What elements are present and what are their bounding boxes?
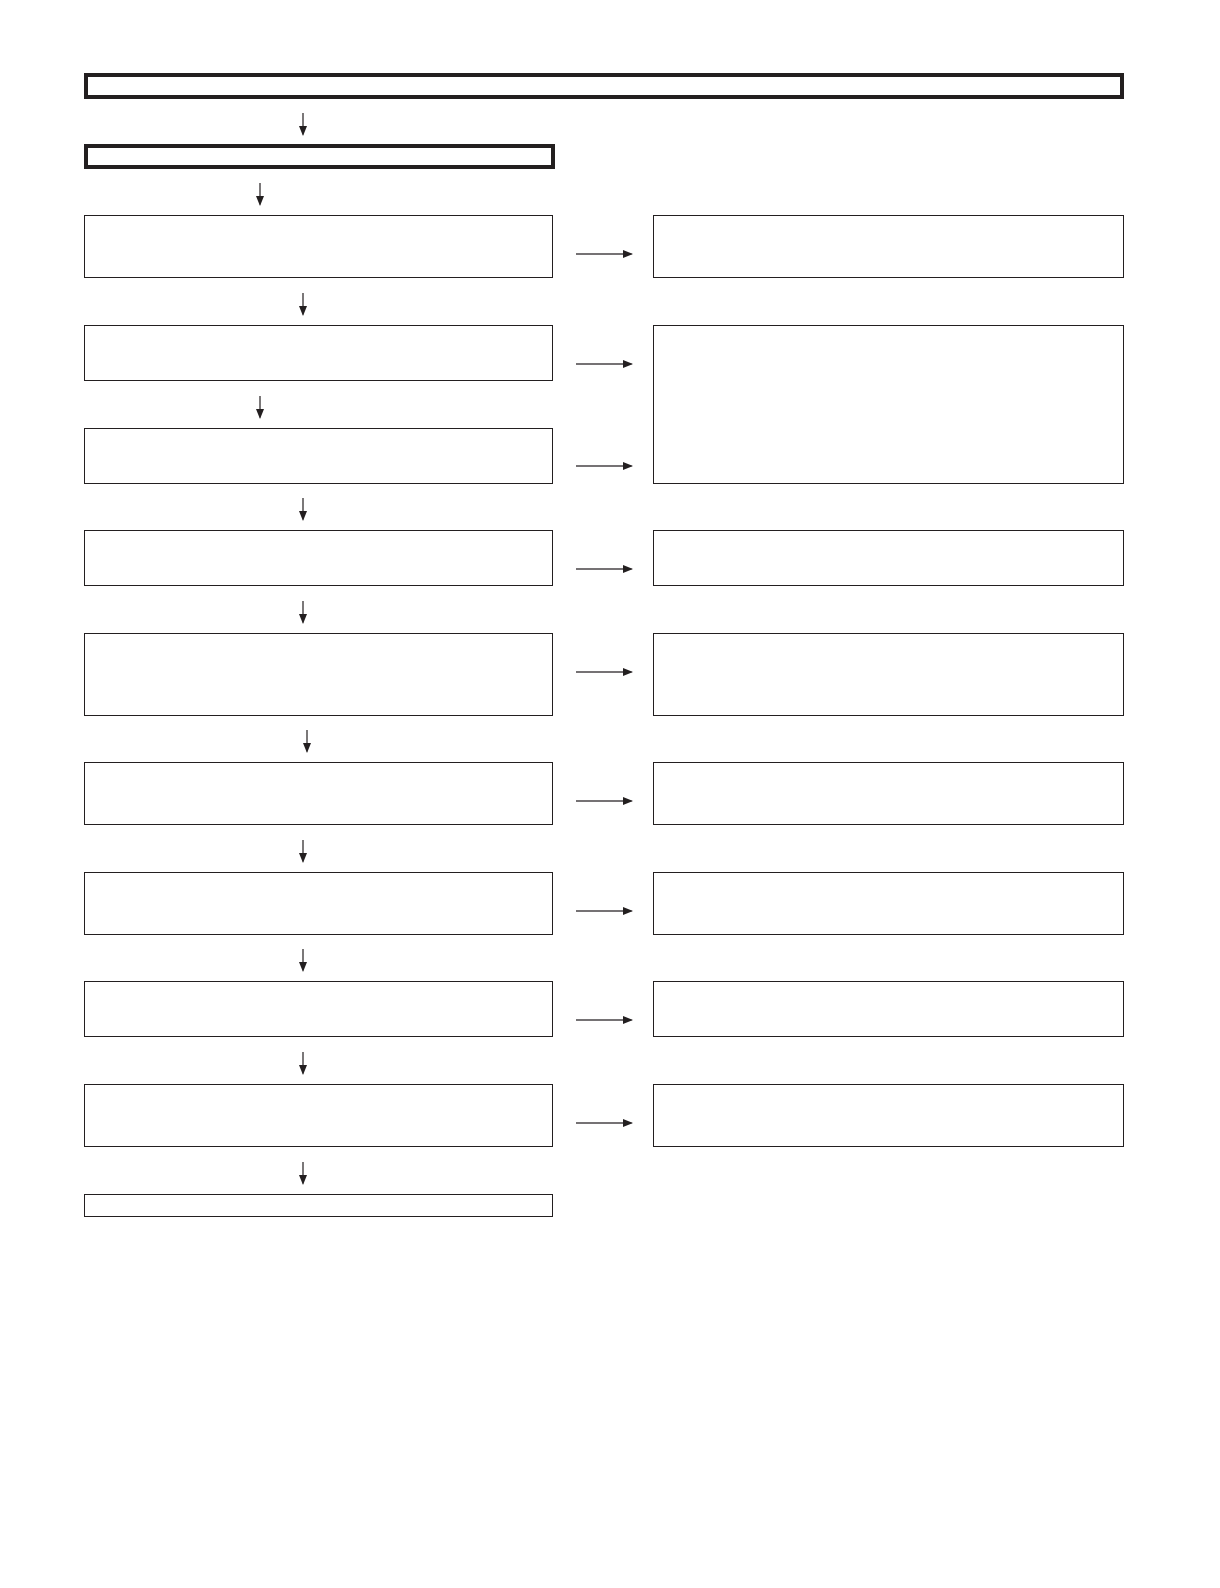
left-step-box-1 [84,215,553,278]
left-step-box-8 [84,981,553,1037]
flowchart-header-box [84,144,555,169]
right-result-box-7 [653,981,1124,1037]
right-result-box-4 [653,633,1124,716]
right-result-box-6 [653,872,1124,935]
left-step-box-3 [84,428,553,484]
right-result-box-3 [653,530,1124,586]
right-result-box-1 [653,215,1124,278]
flowchart-title-box [84,73,1124,99]
left-step-box-6 [84,762,553,825]
left-step-box-7 [84,872,553,935]
right-result-box-2 [653,325,1124,484]
left-step-box-9 [84,1084,553,1147]
left-step-box-4 [84,530,553,586]
flowchart-end-box [84,1194,553,1217]
right-result-box-5 [653,762,1124,825]
left-step-box-5 [84,633,553,716]
left-step-box-2 [84,325,553,381]
right-result-box-8 [653,1084,1124,1147]
